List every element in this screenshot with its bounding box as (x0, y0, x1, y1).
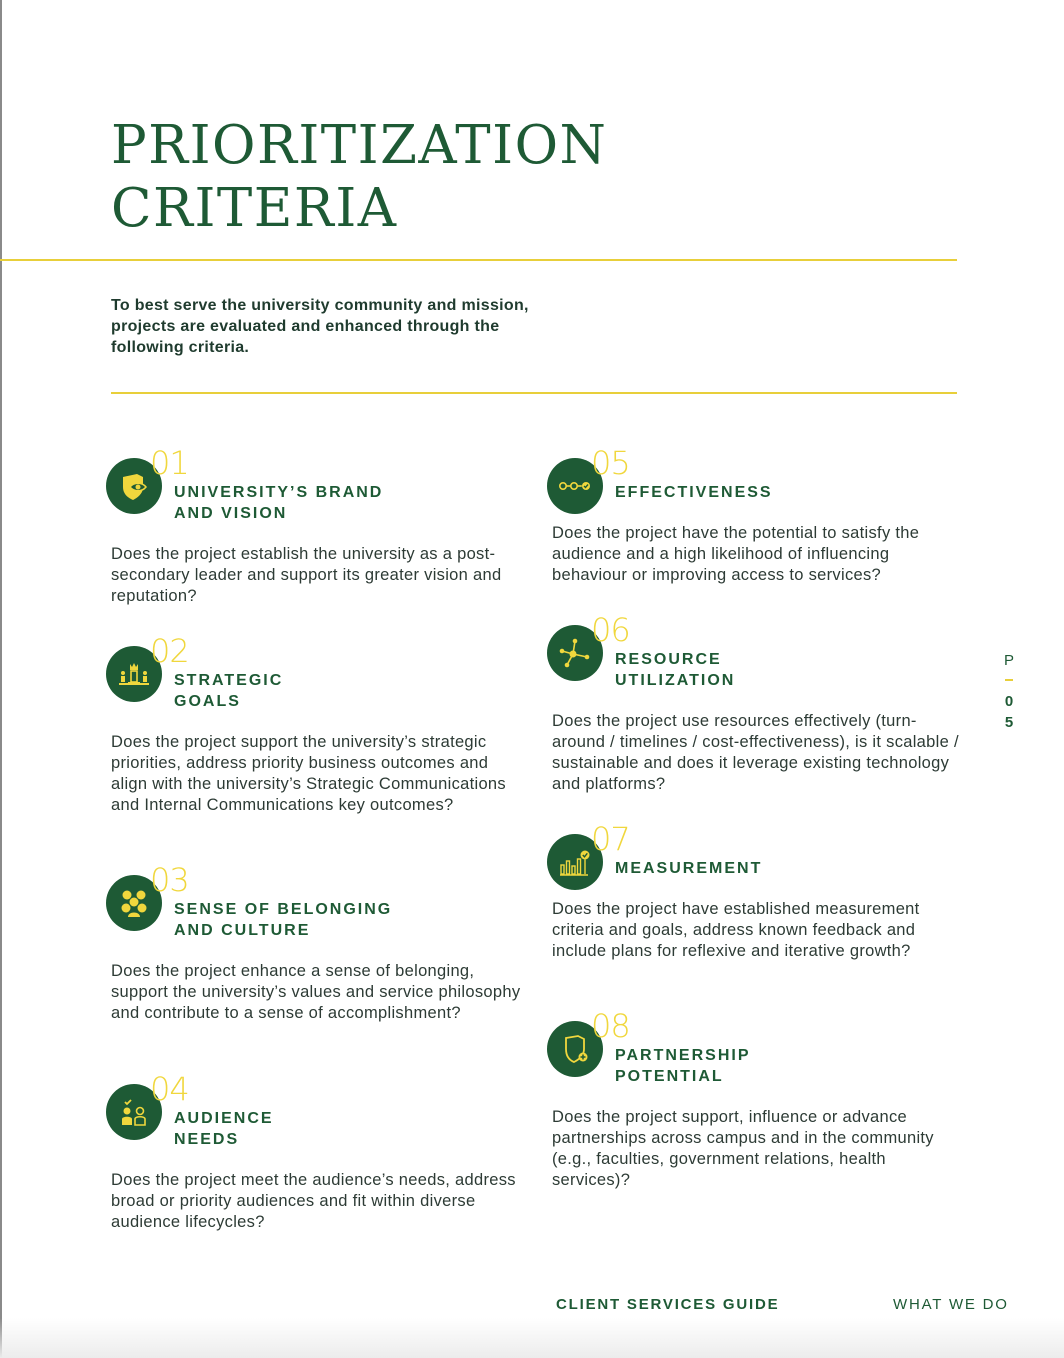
community-group-icon (117, 886, 151, 920)
page-number (1002, 650, 1016, 733)
criterion-heading: AUDIENCE NEEDS (174, 1110, 274, 1148)
chess-strategy-icon (117, 657, 151, 691)
title-line-1: PRIORITIZATION (111, 115, 608, 176)
criterion-number: 03 (150, 861, 189, 899)
criterion-heading: UNIVERSITY’S BRAND AND VISION (174, 484, 384, 522)
criterion-number: 08 (591, 1007, 630, 1045)
page-number-letter: P (1003, 652, 1014, 669)
criterion-description: Does the project support the university’s strategic priorities, address priority business outcomes and align with the university’s Strategic Communications and Internal Communications key outcomes? (111, 733, 506, 814)
page-number-dash (1005, 679, 1013, 681)
criterion-number: 02 (150, 632, 189, 670)
criterion-description: Does the project enhance a sense of belonging, support the university’s values and service philosophy and contribute to a sense of accomplishment? (111, 962, 521, 1022)
shield-eye-icon (117, 469, 151, 503)
criterion-heading: SENSE OF BELONGING AND CULTURE (174, 901, 393, 939)
criterion-description: Does the project have the potential to satisfy the audience and a high likelihood of influencing behaviour or improving access to services? (552, 524, 920, 584)
page-number-digit: 0 (1004, 693, 1014, 710)
criterion-description: Does the project have established measurement criteria and goals, address known feedback and include plans for reflexive and iterative growth? (552, 900, 920, 960)
criterion-description: Does the project use resources effectively (turn-around / timelines / cost-effectiveness), is it scalable / sustainable and does it leverage existing technology and platforms? (552, 712, 959, 793)
criterion-number: 01 (150, 444, 189, 482)
title-divider (0, 259, 957, 261)
criterion-description: Does the project meet the audience’s needs, address broad or priority audiences and fit within diverse audience lifecycles? (111, 1171, 516, 1231)
audience-people-icon (117, 1095, 151, 1129)
criterion-heading: PARTNERSHIP POTENTIAL (615, 1047, 751, 1085)
intro-text: To best serve the university community and mission, projects are evaluated and enhanced through the following criteria. (111, 297, 529, 356)
page-title (111, 114, 607, 240)
criterion-heading: MEASUREMENT (615, 860, 763, 877)
intro-divider (111, 392, 957, 394)
title-line-2: CRITERIA (111, 178, 398, 239)
bottom-shadow (0, 1318, 1064, 1358)
criterion-heading: RESOURCE UTILIZATION (615, 651, 736, 689)
criterion-heading: EFFECTIVENESS (615, 484, 773, 501)
criterion-number: 04 (150, 1070, 189, 1108)
criterion-description: Does the project support, influence or advance partnerships across campus and in the community (e.g., faculties, government relations, health services)? (552, 1108, 934, 1189)
process-steps-icon (558, 469, 592, 503)
criterion-heading: STRATEGIC GOALS (174, 672, 284, 710)
criterion-number: 07 (591, 820, 630, 858)
page-number-digit: 5 (1004, 714, 1014, 731)
shield-plus-icon (558, 1032, 592, 1066)
criterion-number: 05 (591, 444, 630, 482)
bar-chart-check-icon (558, 845, 592, 879)
left-page-edge (0, 0, 2, 1358)
criterion-number: 06 (591, 611, 630, 649)
footer-guide-title: CLIENT SERVICES GUIDE (556, 1296, 780, 1313)
footer-section-title: WHAT WE DO (893, 1296, 1009, 1313)
criterion-description: Does the project establish the university as a post-secondary leader and support its greater vision and reputation? (111, 545, 502, 605)
network-nodes-icon (558, 636, 592, 670)
